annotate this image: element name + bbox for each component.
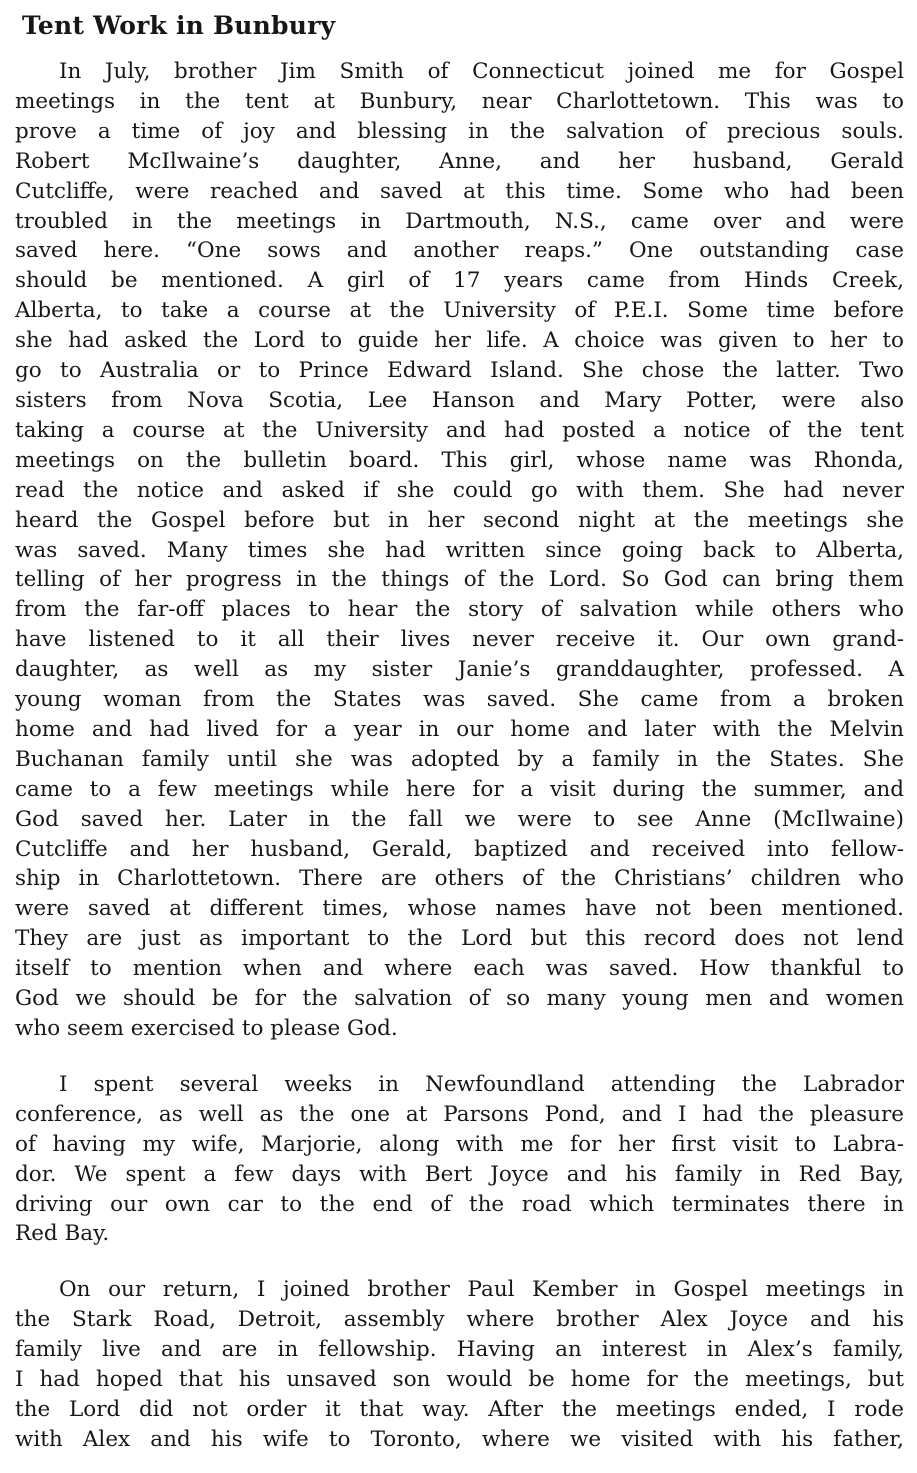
text-line: prove a time of joy and blessing in the salvation of precious souls. — [15, 118, 904, 144]
text-line: from the far-off places to hear the story of salvation while others who — [15, 597, 904, 623]
text-line: read the notice and asked if she could go with them. She had never — [15, 477, 904, 503]
text-line: meetings on the bulletin board. This girl, whose name was Rhonda, — [15, 447, 904, 473]
paragraph — [15, 1275, 904, 1454]
paragraph — [15, 57, 904, 1044]
text-line: was saved. Many times she had written since going back to Alberta, — [15, 537, 904, 563]
text-line: sisters from Nova Scotia, Lee Hanson and Mary Potter, were also — [15, 387, 904, 413]
text-line: I had hoped that his unsaved son would be home for the meetings, but — [15, 1367, 904, 1393]
text-line: heard the Gospel before but in her second night at the meetings she — [15, 507, 904, 533]
text-line: Buchanan family until she was adopted by a family in the States. She — [15, 746, 904, 772]
text-line: Cutcliffe, were reached and saved at this time. Some who had been — [15, 178, 904, 204]
text-line: the Lord did not order it that way. After the meetings ended, I rode — [15, 1396, 904, 1422]
text-line: with Alex and his wife to Toronto, where we visited with his father, — [15, 1426, 904, 1452]
text-line: meetings in the tent at Bunbury, near Charlottetown. This was to — [15, 88, 904, 114]
body-text — [15, 57, 904, 1455]
text-line: have listened to it all their lives never receive it. Our own grand- — [15, 627, 904, 653]
text-line: came to a few meetings while here for a visit during the summer, and — [15, 776, 904, 802]
text-line: conference, as well as the one at Parsons Pond, and I had the pleasure — [15, 1101, 904, 1127]
text-line: Robert McIlwaine’s daughter, Anne, and her husband, Gerald — [15, 148, 904, 174]
text-line: Alberta, to take a course at the University of P.E.I. Some time before — [15, 298, 904, 324]
text-line: of having my wife, Marjorie, along with me for her first visit to Labra- — [15, 1131, 904, 1157]
text-line: ship in Charlottetown. There are others of the Christians’ children who — [15, 866, 904, 892]
text-line: dor. We spent a few days with Bert Joyce and his family in Red Bay, — [15, 1161, 904, 1187]
text-line: They are just as important to the Lord but this record does not lend — [15, 926, 904, 952]
text-line: saved here. “One sows and another reaps.” One outstanding case — [15, 238, 904, 264]
text-line: the Stark Road, Detroit, assembly where brother Alex Joyce and his — [15, 1307, 904, 1333]
text-line: who seem exercised to please God. — [15, 1016, 398, 1041]
text-line: telling of her progress in the things of the Lord. So God can bring them — [15, 567, 904, 593]
text-line: were saved at different times, whose names have not been mentioned. — [15, 896, 904, 922]
text-line: should be mentioned. A girl of 17 years came from Hinds Creek, — [15, 268, 904, 294]
text-line: troubled in the meetings in Dartmouth, N.S., came over and were — [15, 208, 904, 234]
paragraph — [15, 1070, 904, 1249]
text-line: God saved her. Later in the fall we were to see Anne (McIlwaine) — [15, 806, 904, 832]
page-title: Tent Work in Bunbury — [22, 11, 336, 40]
text-line: God we should be for the salvation of so many young men and women — [15, 986, 904, 1012]
text-line: she had asked the Lord to guide her life. A choice was given to her to — [15, 328, 904, 354]
text-line: In July, brother Jim Smith of Connecticut joined me for Gospel — [59, 59, 904, 84]
text-line: Red Bay. — [15, 1221, 110, 1247]
text-line: home and had lived for a year in our home and later with the Melvin — [15, 716, 904, 742]
text-line: Cutcliffe and her husband, Gerald, baptized and received into fellow- — [15, 836, 904, 862]
text-line: daughter, as well as my sister Janie’s granddaughter, professed. A — [15, 657, 904, 683]
text-line: itself to mention when and where each was saved. How thankful to — [15, 956, 904, 982]
text-line: On our return, I joined brother Paul Kember in Gospel meetings in — [59, 1277, 904, 1303]
text-line: family live and are in fellowship. Having an interest in Alex’s family, — [15, 1337, 904, 1363]
text-line: taking a course at the University and had posted a notice of the tent — [15, 417, 904, 443]
text-line: young woman from the States was saved. She came from a broken — [15, 687, 904, 713]
text-line: go to Australia or to Prince Edward Island. She chose the latter. Two — [15, 358, 904, 384]
text-line: driving our own car to the end of the road which terminates there in — [15, 1191, 904, 1217]
text-line: I spent several weeks in Newfoundland attending the Labrador — [59, 1071, 904, 1097]
